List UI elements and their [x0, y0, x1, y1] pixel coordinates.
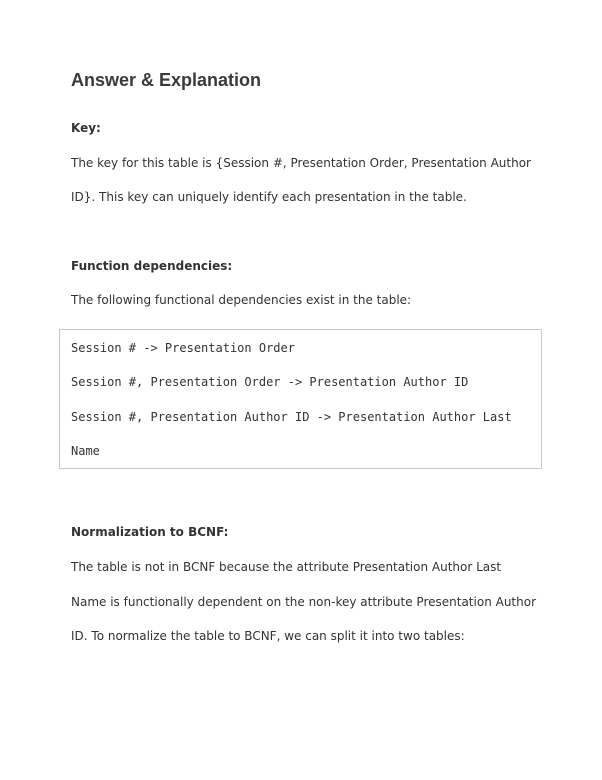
bcnf-text-line-3: ID. To normalize the table to BCNF, we can split it into two tables: — [71, 629, 465, 643]
bcnf-heading: Normalization to BCNF: — [71, 525, 229, 539]
dependencies-code-block — [59, 329, 542, 469]
page-title: Answer & Explanation — [71, 70, 262, 90]
key-text-line-2: ID}. This key can uniquely identify each presentation in the table. — [71, 190, 467, 204]
code-line: Session #, Presentation Order -> Presentation Author ID — [71, 375, 469, 389]
code-line: Session # -> Presentation Order — [71, 341, 295, 355]
code-line: Name — [71, 444, 100, 458]
key-heading: Key: — [71, 121, 101, 135]
code-line: Session #, Presentation Author ID -> Presentation Author Last — [71, 410, 512, 424]
bcnf-text-line-2: Name is functionally dependent on the non-key attribute Presentation Author — [71, 595, 537, 609]
bcnf-text-line-1: The table is not in BCNF because the attribute Presentation Author Last — [71, 560, 502, 574]
key-text-line-1: The key for this table is {Session #, Presentation Order, Presentation Author — [71, 156, 531, 170]
fd-heading: Function dependencies: — [71, 259, 233, 273]
fd-intro-text: The following functional dependencies exist in the table: — [71, 293, 412, 307]
